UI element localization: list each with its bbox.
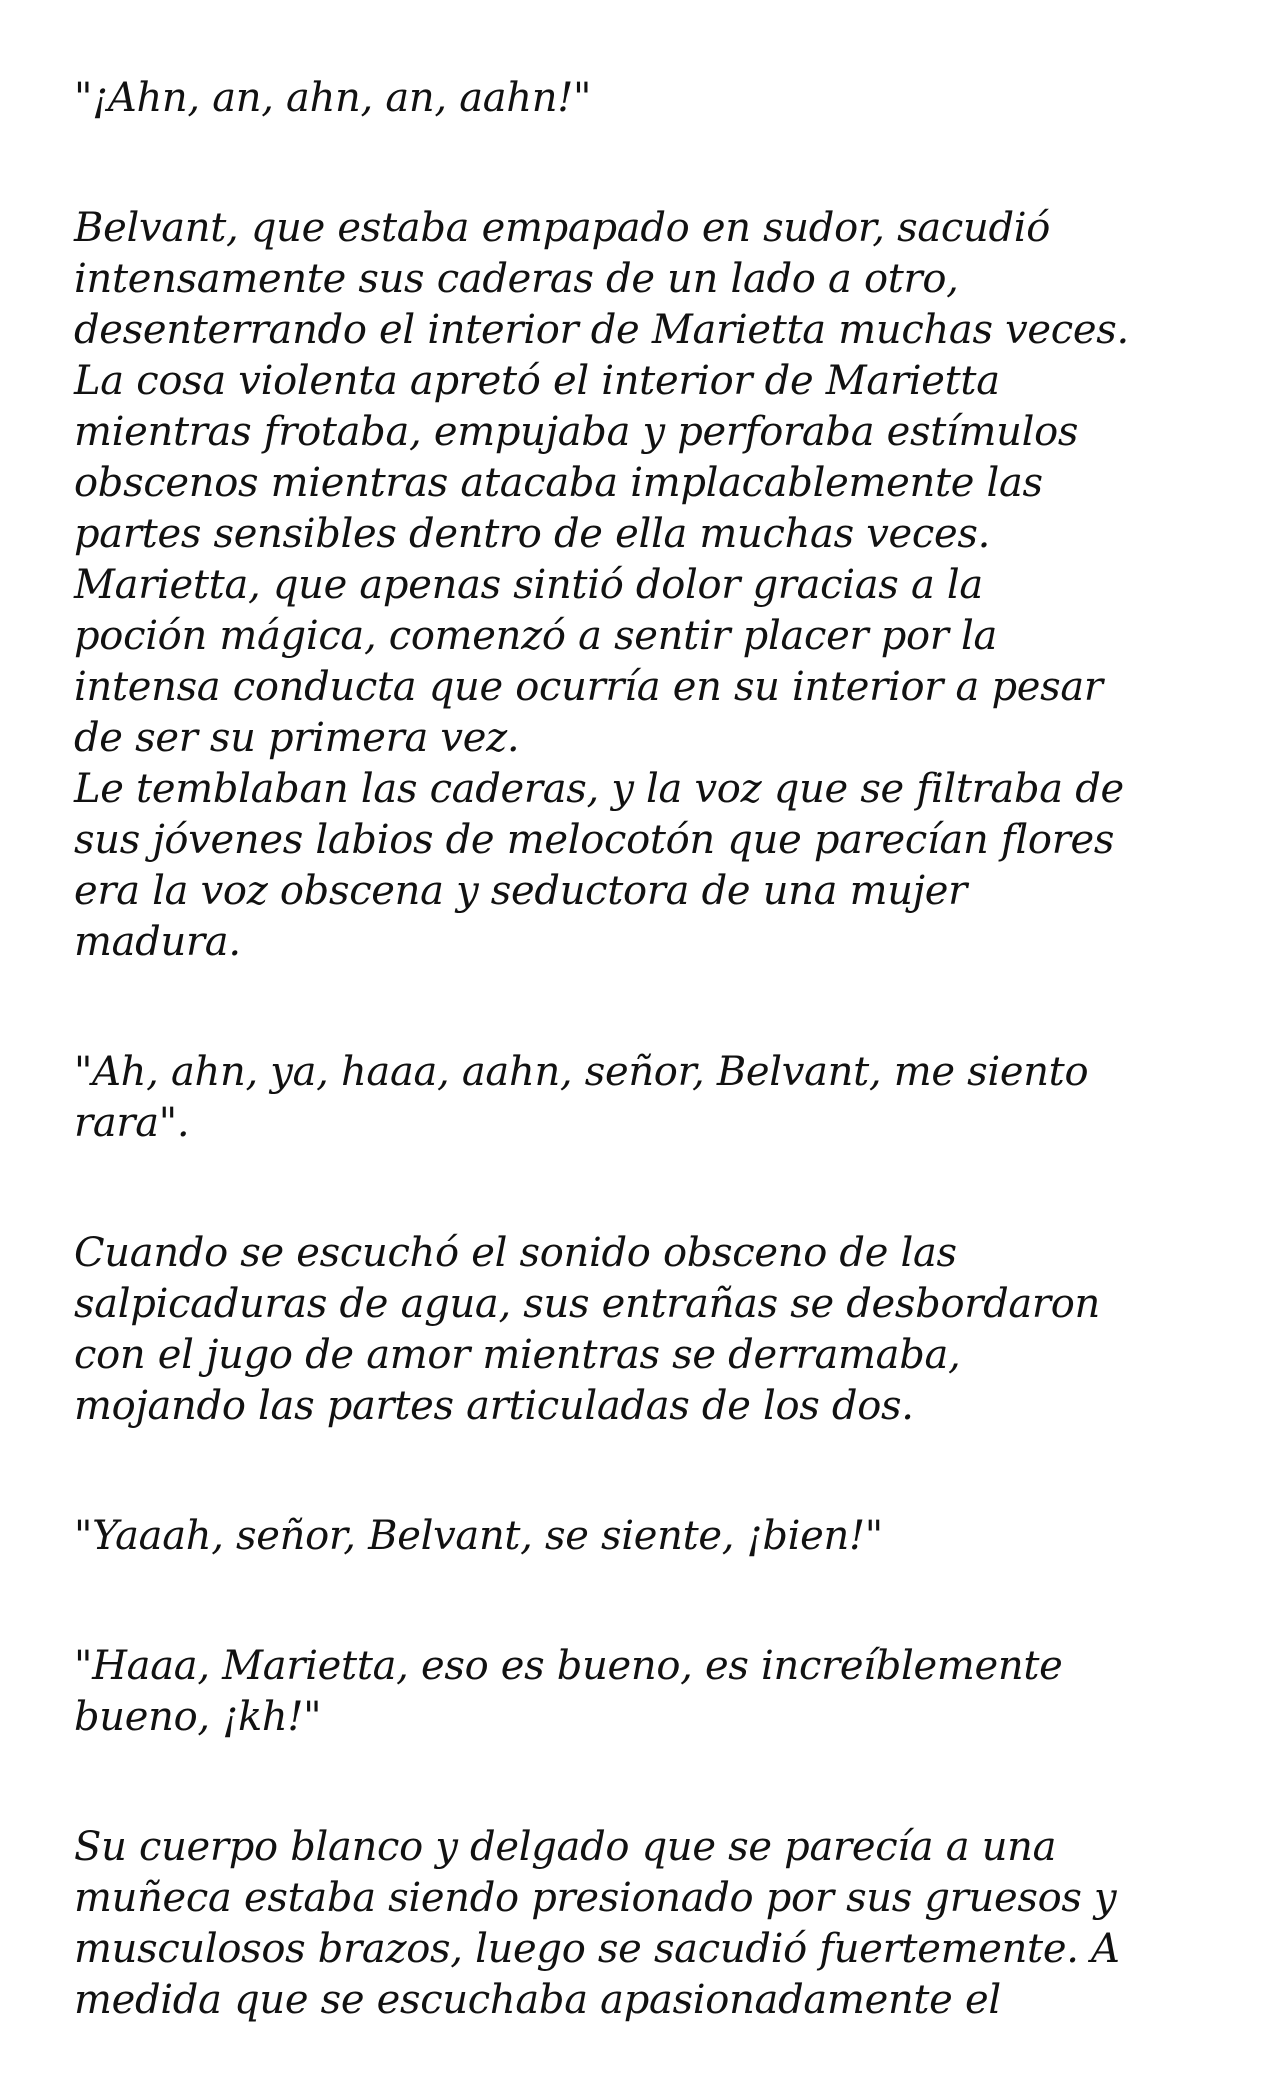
text-line: intensa conducta que ocurría en su interior a pesar [74, 664, 1103, 710]
text-line: "Yaaah, señor, Belvant, se siente, ¡bien!" [74, 1513, 883, 1559]
text-line: obscenos mientras atacaba implacablemente las [74, 460, 1043, 506]
text-line: Le temblaban las caderas, y la voz que se filtraba de [74, 766, 1124, 812]
text-line: mientras frotaba, empujaba y perforaba estímulos [74, 409, 1079, 455]
text-line: medida que se escuchaba apasionadamente el [74, 1977, 1001, 2023]
text-line: "Ah, ahn, ya, haaa, aahn, señor, Belvant, me siento [74, 1049, 1089, 1095]
text-line: Su cuerpo blanco y delgado que se parecía a una [74, 1824, 1057, 1870]
document-body [74, 73, 1214, 2026]
paragraph-3 [74, 1047, 1214, 1149]
paragraph-4 [74, 1228, 1214, 1432]
text-line: Marietta, que apenas sintió dolor gracias a la [74, 562, 983, 608]
text-line: Cuando se escuchó el sonido obsceno de las [74, 1230, 957, 1276]
text-line: intensamente sus caderas de un lado a otro, [74, 256, 959, 302]
text-line: muñeca estaba siendo presionado por sus gruesos y [74, 1875, 1117, 1921]
paragraph-2 [74, 203, 1214, 968]
paragraph-7 [74, 1822, 1214, 2026]
text-line: sus jóvenes labios de melocotón que parecían flores [74, 817, 1115, 863]
text-line: madura. [74, 919, 241, 965]
paragraph-5 [74, 1511, 1214, 1562]
text-line: desenterrando el interior de Marietta muchas veces. [74, 307, 1129, 353]
paragraph-6 [74, 1641, 1214, 1743]
text-line: rara". [74, 1100, 190, 1146]
text-line: "Haaa, Marietta, eso es bueno, es increíblemente [74, 1643, 1063, 1689]
text-line: poción mágica, comenzó a sentir placer por la [74, 613, 998, 659]
text-line: partes sensibles dentro de ella muchas veces. [74, 511, 991, 557]
text-line: mojando las partes articuladas de los dos. [74, 1383, 914, 1429]
paragraph-1 [74, 73, 1214, 124]
text-line: La cosa violenta apretó el interior de Marietta [74, 358, 1000, 404]
text-line: Belvant, que estaba empapado en sudor, sacudió [74, 205, 1051, 251]
text-line: "¡Ahn, an, ahn, an, aahn!" [74, 75, 592, 121]
text-line: era la voz obscena y seductora de una mujer [74, 868, 967, 914]
text-line: salpicaduras de agua, sus entrañas se desbordaron [74, 1281, 1100, 1327]
text-line: con el jugo de amor mientras se derramaba, [74, 1332, 961, 1378]
text-line: musculosos brazos, luego se sacudió fuertemente. A [74, 1926, 1120, 1972]
text-line: bueno, ¡kh!" [74, 1694, 322, 1740]
text-line: de ser su primera vez. [74, 715, 520, 761]
